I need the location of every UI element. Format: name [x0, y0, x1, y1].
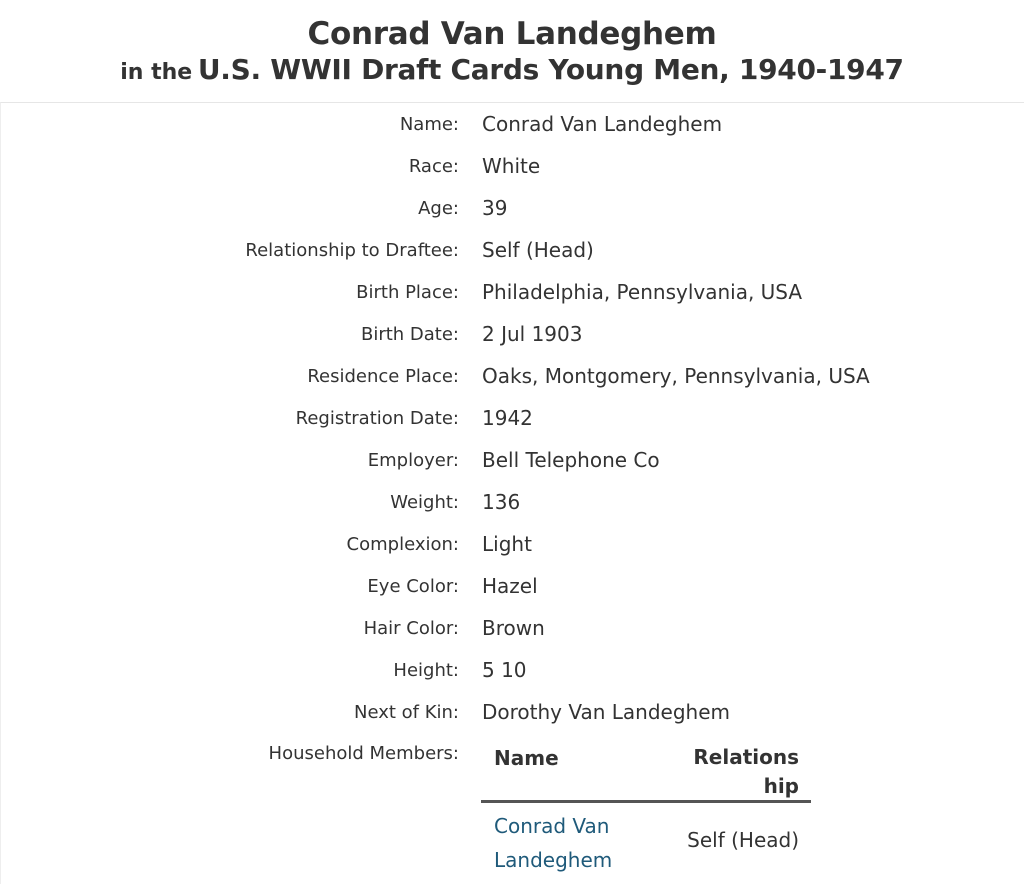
field-value: Philadelphia, Pennsylvania, USA [482, 280, 803, 304]
field-value: Self (Head) [482, 238, 594, 262]
field-label: Height: [393, 660, 459, 681]
field-row-birth-date [1, 320, 1024, 350]
field-value: 5 10 [482, 658, 527, 682]
column-header-relationship: Relations hip [693, 745, 799, 798]
field-value: Conrad Van Landeghem [482, 112, 723, 136]
field-label: Registration Date: [295, 408, 459, 429]
field-row-complexion [1, 530, 1024, 560]
field-row-hair-color [1, 614, 1024, 644]
table-row [481, 803, 811, 875]
field-value: 39 [482, 196, 508, 220]
household-member-link[interactable]: Conrad Van Landeghem [494, 814, 613, 872]
field-row-birth-place [1, 278, 1024, 308]
household-table [481, 741, 811, 875]
page-header [0, 0, 1024, 100]
record-title: Conrad Van Landeghem [307, 16, 717, 52]
record-subtitle [0, 52, 1024, 92]
household-member-relationship: Self (Head) [687, 828, 799, 852]
field-label: Next of Kin: [353, 702, 459, 723]
field-value: 136 [482, 490, 521, 514]
field-row-registration-date [1, 404, 1024, 434]
field-label: Employer: [367, 450, 459, 471]
subtitle-prefix: in the [120, 60, 193, 85]
field-row-next-of-kin [1, 698, 1024, 728]
household-members-label: Household Members: [268, 743, 459, 764]
field-row-height [1, 656, 1024, 686]
field-row-race [1, 152, 1024, 182]
field-label: Eye Color: [367, 576, 459, 597]
field-label: Residence Place: [307, 366, 459, 387]
field-row-eye-color [1, 572, 1024, 602]
field-label: Birth Place: [356, 282, 459, 303]
field-value: Oaks, Montgomery, Pennsylvania, USA [482, 364, 870, 388]
field-label: Birth Date: [360, 324, 459, 345]
field-value: 2 Jul 1903 [482, 322, 583, 346]
field-label: Relationship to Draftee: [245, 240, 459, 261]
record-card [0, 102, 1024, 884]
field-label: Name: [399, 114, 459, 135]
field-value: 1942 [482, 406, 533, 430]
field-row-relationship [1, 236, 1024, 266]
field-value: Light [482, 532, 532, 556]
column-header-name: Name [494, 746, 559, 770]
collection-name: U.S. WWII Draft Cards Young Men, 1940-1947 [197, 53, 904, 86]
field-row-residence-place [1, 362, 1024, 392]
field-value: Hazel [482, 574, 538, 598]
field-value: Brown [482, 616, 545, 640]
field-label: Complexion: [346, 534, 459, 555]
field-label: Age: [418, 198, 459, 219]
field-label: Race: [408, 156, 459, 177]
field-row-age [1, 194, 1024, 224]
field-label: Hair Color: [363, 618, 459, 639]
field-value: Dorothy Van Landeghem [482, 700, 731, 724]
field-value: Bell Telephone Co [482, 448, 660, 472]
field-row-weight [1, 488, 1024, 518]
field-label: Weight: [390, 492, 459, 513]
field-row-name [1, 110, 1024, 140]
household-table-header [481, 741, 811, 803]
field-value: White [482, 154, 541, 178]
field-row-employer [1, 446, 1024, 476]
